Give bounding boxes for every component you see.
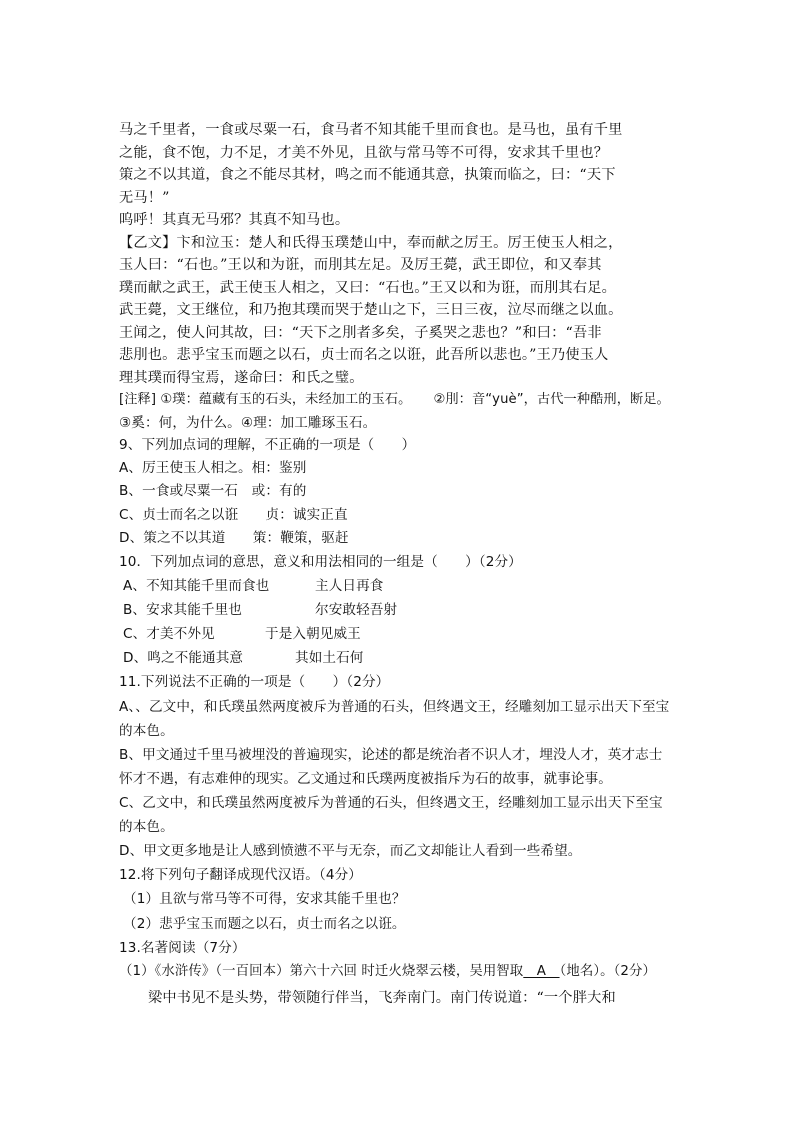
question-10-option-c-right: 于是入朝见威王 (265, 626, 361, 642)
jia-wen-line-4: 无马！” (119, 190, 170, 206)
question-12-sentence-1: （1）且欲与常马等不可得，安求其能千里也？ (123, 891, 406, 907)
question-11-option-d: D、甲文更多地是让人感到愤懑不平与无奈，而乙文却能让人看到一些希望。 (119, 843, 582, 859)
yi-wen-line-6: 悲刖也。悲乎宝玉而题之以石，贞士而名之以诳，此吾所以悲也。”王乃使玉人 (119, 347, 609, 363)
jia-wen-line-3: 策之不以其道，食之不能尽其材，鸣之而不能通其意，执策而临之，曰：“天下 (119, 167, 616, 183)
question-10-option-d-right: 其如土石何 (295, 650, 364, 666)
yi-wen-line-4: 武王薨，文王继位，和乃抱其璞而哭于楚山之下，三日三夜，泣尽而继之以血。 (119, 302, 623, 318)
question-10-option-b (123, 599, 397, 621)
question-13-sub-1 (119, 961, 656, 983)
question-11-option-b-line-1: B、甲文通过千里马被埋没的普遍现实，论述的都是统治者不识人才，埋没人才，英才志士 (119, 747, 663, 763)
question-9-option-c: C、贞士而名之以诳 贞：诚实正直 (119, 507, 348, 523)
question-13-stem: 13.名著阅读（7分） (119, 940, 246, 956)
question-10-option-a-right: 主人日再食 (315, 578, 384, 594)
question-12-stem: 12.将下列句子翻译成现代汉语。（4分） (119, 867, 362, 883)
question-10-option-a-left: A、不知其能千里而食也 (123, 578, 270, 594)
jia-wen-line-2: 之能，食不饱，力不足，才美不外见，且欲与常马等不可得，安求其千里也？ (119, 145, 609, 161)
yi-wen-line-7: 理其璞而得宝焉，遂命曰：和氏之璧。 (119, 370, 364, 386)
question-11-stem: 11.下列说法不正确的一项是（ ）（2分） (119, 674, 390, 690)
question-13-sub-1-text: （1）《水浒传》（一百回本）第六十六回 时迁火烧翠云楼，吴用智取 (119, 964, 524, 979)
note-1: [注释] ①璞：蕴藏有玉的石头，未经加工的玉石。 (119, 392, 412, 407)
yi-wen-line-5: 王闻之，使人问其故，曰：“天下之刖者多矣，子奚哭之悲也？”和曰：“吾非 (119, 325, 602, 341)
question-10-option-d-left: D、鸣之不能通其意 (123, 650, 244, 666)
notes-line-2: ③奚：何，为什么。④理：加工雕琢玉石。 (119, 415, 377, 431)
question-11-option-a-line-2: 的本色。 (119, 723, 174, 739)
question-10-option-b-left: B、安求其能千里也 (123, 602, 242, 618)
question-11-option-c-line-2: 的本色。 (119, 819, 174, 835)
question-9-stem: 9、下列加点词的理解，不正确的一项是（ ） (119, 437, 416, 453)
question-12-sentence-2: （2）悲乎宝玉而题之以石，贞士而名之以诳。 (123, 916, 406, 932)
question-10-option-b-right: 尔安敢轻吾射 (315, 602, 398, 618)
question-10-option-c-left: C、才美不外见 (123, 626, 215, 642)
question-9-option-b: B、一食或尽粟一石 或：有的 (119, 483, 307, 499)
question-9-option-a: A、厉王使玉人相之。相：鉴别 (119, 460, 307, 476)
jia-wen-line-5: 呜呼！其真无马邪？其真不知马也。 (119, 212, 350, 228)
yi-wen-line-1: 【乙文】卞和泣玉：楚人和氏得玉璞楚山中，奉而献之厉王。厉王使玉人相之， (119, 235, 623, 251)
yi-wen-line-3: 璞而献之武王，武王使玉人相之，又曰：“石也。”王又以和为诳，而刖其右足。 (119, 280, 616, 296)
note-2: ②刖：音“yuè”，古代一种酷刑，断足。 (433, 392, 670, 407)
question-10-option-d (123, 647, 363, 669)
question-13-passage: 梁中书见不是头势，带领随行伴当，飞奔南门。南门传说道：“一个胖大和 (148, 990, 616, 1006)
question-13-answer-blank: A (523, 964, 560, 979)
question-10-option-c (123, 623, 361, 645)
question-13-sub-1-tail: （地名）。（2分） (559, 964, 656, 979)
question-11-option-b-line-2: 怀才不遇，有志难伸的现实。乙文通过和氏璞两度被指斥为石的故事，就事论事。 (119, 771, 612, 787)
question-10-option-a (123, 575, 383, 597)
question-11-option-a-line-1: A、、乙文中，和氏璞虽然两度被斥为普通的石头，但终遇文王，经雕刻加工显示出天下至宝 (119, 699, 670, 715)
question-9-option-d: D、策之不以其道 策：鞭策，驱赶 (119, 530, 349, 546)
notes-line-1 (119, 389, 670, 411)
yi-wen-line-2: 玉人曰：“石也。”王以和为诳，而刖其左足。及厉王薨，武王即位，和又奉其 (119, 257, 602, 273)
question-10-stem: 10．下列加点词的意思，意义和用法相同的一组是（ ）（2分） (119, 554, 522, 570)
question-11-option-c-line-1: C、乙文中，和氏璞虽然两度被斥为普通的石头，但终遇文王，经雕刻加工显示出天下至宝 (119, 795, 663, 811)
jia-wen-line-1: 马之千里者，一食或尽粟一石，食马者不知其能千里而食也。是马也，虽有千里 (119, 122, 623, 138)
